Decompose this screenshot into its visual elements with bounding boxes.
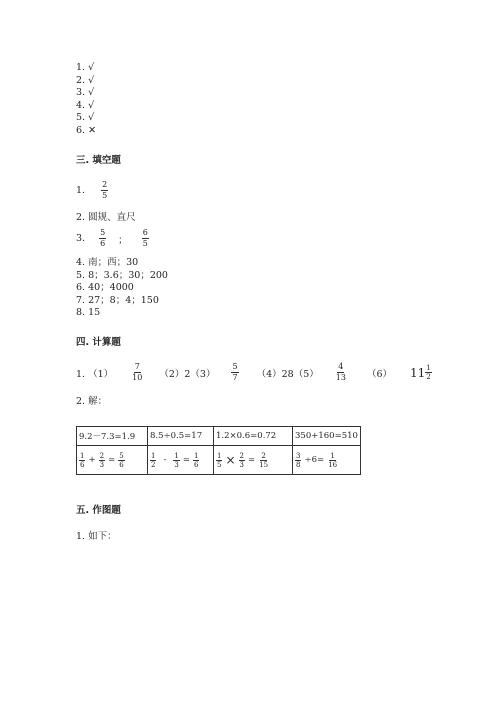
fill-q3 xyxy=(76,228,149,249)
fraction: $\frac{5}{6}$ xyxy=(100,228,106,248)
table-cell: $\frac{1}{6}$ + $\frac{2}{3}$ = $\frac{5}{6}$ xyxy=(77,446,148,475)
judge-answer-3: 3. √ xyxy=(76,87,95,98)
fraction: $\frac{6}{5}$ xyxy=(142,228,148,248)
table-cell: 8.5÷0.5=17 xyxy=(148,427,214,446)
table-cell: 350+160=510 xyxy=(293,427,361,446)
judge-answer-6: 6. ✕ xyxy=(76,124,97,136)
mixed-number: 11 $\frac{1}{2}$ xyxy=(409,364,431,381)
fill-q2: 2. 圆规、直尺 xyxy=(76,212,136,223)
fraction: $\frac{2}{3}$ xyxy=(99,451,105,469)
table-cell: $\frac{1}{5}$ × $\frac{2}{3}$ = $\frac{2}{15}$ xyxy=(214,446,293,475)
fill-q8: 8. 15 xyxy=(76,307,101,318)
table-cell: 1.2×0.6=0.72 xyxy=(214,427,293,446)
judge-answers xyxy=(76,62,96,137)
fraction: $\frac{1}{6}$ xyxy=(80,451,85,469)
fill-q4: 4. 南；西；30 xyxy=(76,257,139,268)
table-cell: $\frac{3}{8}$ ÷6= $\frac{1}{16}$ xyxy=(293,446,361,475)
fraction: $\frac{1}{5}$ xyxy=(217,451,222,469)
draw-q1: 1. 如下： xyxy=(76,531,117,542)
fraction: $\frac{7}{10}$ xyxy=(132,362,143,382)
judge-answer-2: 2. √ xyxy=(76,74,95,86)
fill-answers-4-8 xyxy=(76,257,168,320)
fraction: $\frac{1}{3}$ xyxy=(174,451,179,469)
calc-q2: 2. 解： xyxy=(76,396,108,407)
fraction: $\frac{2}{15}$ xyxy=(259,451,269,469)
fraction: $\frac{5}{6}$ xyxy=(119,451,124,469)
fraction: $\frac{1}{2}$ xyxy=(151,451,156,469)
calc-table xyxy=(76,426,361,475)
fraction: $\frac{3}{8}$ xyxy=(296,451,301,469)
calc-q1 xyxy=(76,362,432,383)
fill-q5: 5. 8；3.6；30；200 xyxy=(76,269,168,281)
calc-q1-prefix: 1. （1） xyxy=(76,368,114,380)
section-3-title: 三. 填空题 xyxy=(76,155,121,166)
fraction: $\frac{2}{5}$ xyxy=(102,180,108,200)
fill-q3-label: 3. xyxy=(76,233,86,244)
fraction: $\frac{2}{3}$ xyxy=(239,451,244,469)
calc-q1-part3: （4）28（5） xyxy=(256,368,319,380)
fill-q1-label: 1. xyxy=(76,185,86,196)
fraction: $\frac{4}{13}$ xyxy=(335,362,346,382)
table-row xyxy=(77,427,361,446)
fraction: $\frac{5}{7}$ xyxy=(232,362,238,382)
fraction: $\frac{1}{6}$ xyxy=(193,451,199,469)
table-cell: $\frac{1}{2}$ - $\frac{1}{3}$ = $\frac{1}{6}$ xyxy=(148,446,214,475)
judge-answer-1: 1. √ xyxy=(76,62,95,73)
calc-q1-part2: （2）2（3） xyxy=(159,368,216,380)
table-cell: 9.2－7.3=1.9 xyxy=(77,427,148,446)
table-row xyxy=(77,446,361,475)
fill-q1 xyxy=(76,180,108,201)
judge-answer-4: 4. √ xyxy=(76,99,95,111)
calc-q1-part4: （6） xyxy=(366,368,392,380)
fill-q6: 6. 40；4000 xyxy=(76,282,134,293)
fraction: $\frac{1}{16}$ xyxy=(328,451,338,469)
fill-q7: 7. 27；8；4；150 xyxy=(76,294,159,306)
separator: ； xyxy=(118,234,128,246)
section-5-title: 五. 作图题 xyxy=(76,505,121,516)
section-4-title: 四. 计算题 xyxy=(76,337,121,348)
judge-answer-5: 5. √ xyxy=(76,112,95,123)
